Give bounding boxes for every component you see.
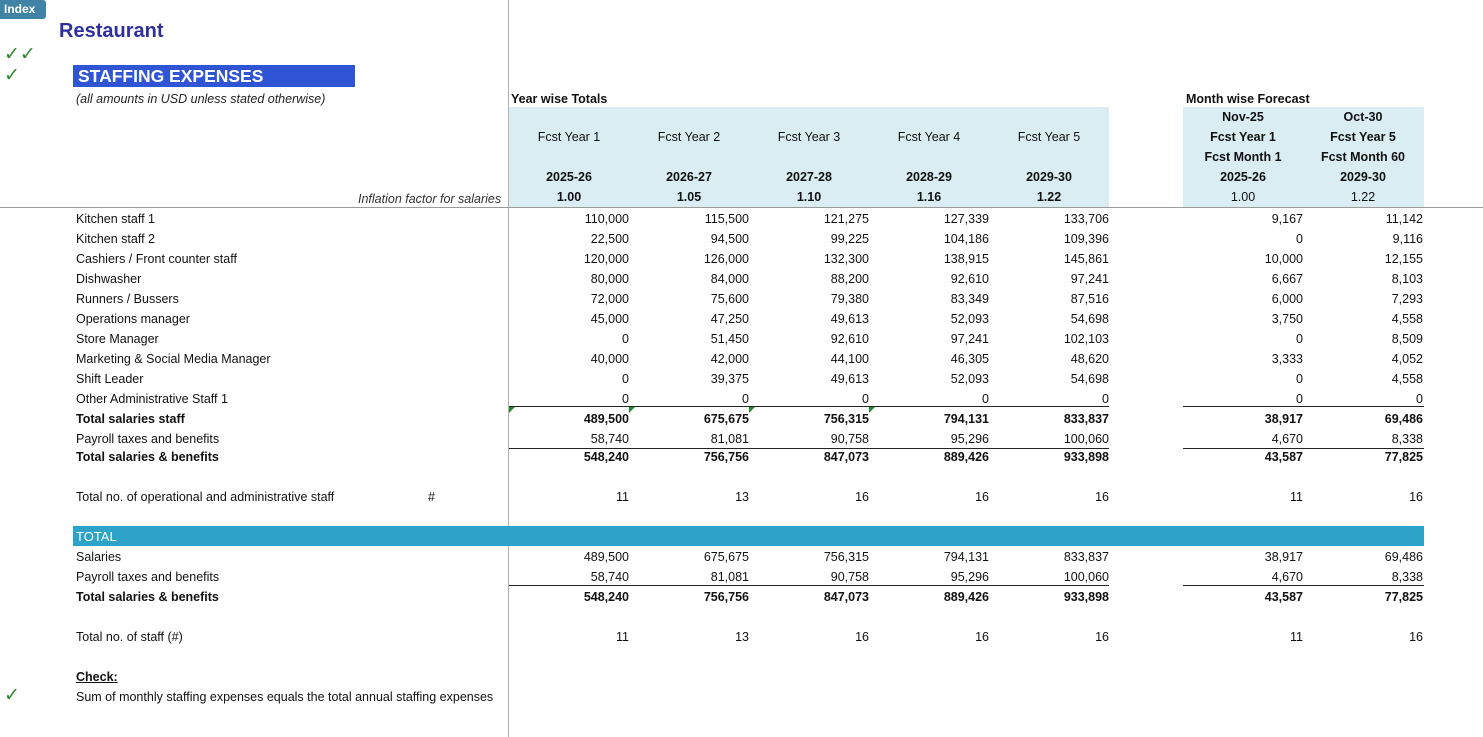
- value-cell[interactable]: 58,740: [590, 570, 629, 584]
- value-cell[interactable]: 933,898: [1063, 590, 1109, 604]
- month-col-year: Fcst Year 1: [1210, 130, 1276, 144]
- value-cell[interactable]: 833,837: [1063, 550, 1109, 564]
- value-cell[interactable]: 22,500: [590, 232, 629, 246]
- value-cell[interactable]: 16: [1409, 630, 1423, 644]
- value-cell[interactable]: 8,338: [1391, 570, 1423, 584]
- subtotal-rule: [1183, 406, 1424, 407]
- value-cell[interactable]: 39,375: [710, 372, 749, 386]
- value-cell[interactable]: 9,167: [1271, 212, 1303, 226]
- value-cell[interactable]: 6,000: [1271, 292, 1303, 306]
- value-cell[interactable]: 9,116: [1392, 232, 1423, 246]
- year-col-inflation: 1.05: [676, 190, 702, 204]
- value-cell[interactable]: 97,241: [1070, 272, 1109, 286]
- value-cell[interactable]: 11: [616, 490, 629, 504]
- value-cell[interactable]: 133,706: [1063, 212, 1109, 226]
- value-cell[interactable]: 16: [975, 490, 989, 504]
- value-cell[interactable]: 889,426: [943, 590, 989, 604]
- year-col-period: 2029-30: [1026, 170, 1072, 184]
- value-cell[interactable]: 42,000: [710, 352, 749, 366]
- value-cell[interactable]: 794,131: [943, 550, 989, 564]
- inflation-label: Inflation factor for salaries: [358, 192, 502, 206]
- value-cell[interactable]: 4,558: [1391, 312, 1423, 326]
- value-cell[interactable]: 0: [982, 392, 989, 406]
- value-cell[interactable]: 675,675: [703, 550, 749, 564]
- row-label: Marketing & Social Media Manager: [76, 352, 271, 366]
- value-cell[interactable]: 132,300: [823, 252, 869, 266]
- value-cell[interactable]: 100,060: [1063, 432, 1109, 446]
- value-cell[interactable]: 675,675: [703, 412, 749, 426]
- value-cell[interactable]: 548,240: [583, 590, 629, 604]
- value-cell[interactable]: 889,426: [943, 450, 989, 464]
- total-salaries-label: Salaries: [76, 550, 122, 564]
- value-cell[interactable]: 46,305: [950, 352, 989, 366]
- total-salaries-staff-label: Total salaries staff: [76, 412, 185, 426]
- subtotal-rule: [509, 406, 1109, 407]
- value-cell[interactable]: 794,131: [943, 412, 989, 426]
- value-cell[interactable]: 49,613: [830, 312, 869, 326]
- total-rule: [509, 585, 1109, 586]
- value-cell[interactable]: 756,756: [703, 450, 749, 464]
- value-cell[interactable]: 54,698: [1070, 372, 1109, 386]
- year-col-inflation: 1.00: [556, 190, 582, 204]
- value-cell[interactable]: 8,509: [1391, 332, 1423, 346]
- value-cell[interactable]: 38,917: [1264, 550, 1303, 564]
- year-col-name: Fcst Year 4: [897, 130, 961, 144]
- value-cell[interactable]: 847,073: [823, 590, 869, 604]
- value-cell[interactable]: 109,396: [1063, 232, 1109, 246]
- value-cell[interactable]: 0: [1102, 392, 1109, 406]
- year-col-period: 2027-28: [786, 170, 832, 184]
- cell-indicator-icon: [509, 407, 515, 413]
- month-col-year: Fcst Year 5: [1330, 130, 1396, 144]
- value-cell[interactable]: 51,450: [710, 332, 749, 346]
- value-cell[interactable]: 11: [1290, 630, 1303, 644]
- value-cell[interactable]: 90,758: [830, 432, 869, 446]
- value-cell[interactable]: 77,825: [1384, 590, 1423, 604]
- header-divider: [0, 207, 1483, 208]
- value-cell[interactable]: 756,756: [703, 590, 749, 604]
- year-col-period: 2028-29: [906, 170, 952, 184]
- value-cell[interactable]: 0: [862, 392, 869, 406]
- month-col-inflation: 1.00: [1230, 190, 1256, 204]
- year-col-period: 2025-26: [546, 170, 592, 184]
- value-cell[interactable]: 99,225: [830, 232, 869, 246]
- month-col-inflation: 1.22: [1350, 190, 1376, 204]
- value-cell[interactable]: 80,000: [590, 272, 629, 286]
- year-col-period: 2026-27: [666, 170, 712, 184]
- total-band: [73, 526, 1424, 546]
- value-cell[interactable]: 127,339: [943, 212, 989, 226]
- value-cell[interactable]: 145,861: [1063, 252, 1109, 266]
- value-cell[interactable]: 4,670: [1271, 432, 1303, 446]
- value-cell[interactable]: 16: [1095, 490, 1109, 504]
- value-cell[interactable]: 0: [742, 392, 749, 406]
- row-label: Dishwasher: [76, 272, 142, 286]
- value-cell[interactable]: 126,000: [703, 252, 749, 266]
- value-cell[interactable]: 4,670: [1271, 570, 1303, 584]
- value-cell[interactable]: 489,500: [583, 550, 629, 564]
- value-cell[interactable]: 104,186: [943, 232, 989, 246]
- value-cell[interactable]: 13: [735, 490, 749, 504]
- value-cell[interactable]: 12,155: [1384, 252, 1423, 266]
- month-col-monthno: Fcst Month 60: [1320, 150, 1406, 164]
- subtitle: (all amounts in USD unless stated otherwise): [76, 92, 326, 106]
- cell-indicator-icon: [749, 407, 755, 413]
- value-cell[interactable]: 548,240: [583, 450, 629, 464]
- value-cell[interactable]: 40,000: [590, 352, 629, 366]
- value-cell[interactable]: 7,293: [1391, 292, 1423, 306]
- value-cell[interactable]: 0: [622, 392, 629, 406]
- value-cell[interactable]: 87,516: [1070, 292, 1109, 306]
- year-col-inflation: 1.16: [916, 190, 942, 204]
- value-cell[interactable]: 0: [1296, 392, 1303, 406]
- month-col-month: Oct-30: [1343, 110, 1383, 124]
- value-cell[interactable]: 43,587: [1264, 450, 1303, 464]
- value-cell[interactable]: 100,060: [1063, 570, 1109, 584]
- value-cell[interactable]: 4,052: [1391, 352, 1423, 366]
- value-cell[interactable]: 138,915: [943, 252, 989, 266]
- value-cell[interactable]: 92,610: [950, 272, 989, 286]
- year-col-inflation: 1.10: [796, 190, 822, 204]
- cell-indicator-icon: [869, 407, 875, 413]
- value-cell[interactable]: 94,500: [710, 232, 749, 246]
- value-cell[interactable]: 69,486: [1384, 550, 1423, 564]
- value-cell[interactable]: 75,600: [710, 292, 749, 306]
- value-cell[interactable]: 11: [1290, 490, 1303, 504]
- total-total-sb-label: Total salaries & benefits: [76, 590, 219, 604]
- total-sb-label: Total salaries & benefits: [76, 450, 219, 464]
- value-cell[interactable]: 847,073: [823, 450, 869, 464]
- value-cell[interactable]: 81,081: [710, 432, 749, 446]
- value-cell[interactable]: 0: [1296, 332, 1303, 346]
- total-staff-label: Total no. of staff (#): [76, 630, 183, 644]
- value-cell[interactable]: 95,296: [950, 570, 989, 584]
- value-cell[interactable]: 38,917: [1264, 412, 1303, 426]
- value-cell[interactable]: 83,349: [950, 292, 989, 306]
- page-title: Restaurant: [59, 20, 164, 42]
- month-col-month: Nov-25: [1222, 110, 1264, 124]
- value-cell[interactable]: 54,698: [1070, 312, 1109, 326]
- value-cell[interactable]: 10,000: [1264, 252, 1303, 266]
- value-cell[interactable]: 43,587: [1264, 590, 1303, 604]
- value-cell[interactable]: 110,000: [584, 212, 629, 226]
- value-cell[interactable]: 49,613: [830, 372, 869, 386]
- value-cell[interactable]: 8,103: [1391, 272, 1423, 286]
- value-cell[interactable]: 4,558: [1391, 372, 1423, 386]
- value-cell[interactable]: 92,610: [830, 332, 869, 346]
- value-cell[interactable]: 0: [1296, 372, 1303, 386]
- value-cell[interactable]: 90,758: [830, 570, 869, 584]
- value-cell[interactable]: 16: [1095, 630, 1109, 644]
- total-rule: [1183, 448, 1424, 449]
- year-col-inflation: 1.22: [1036, 190, 1062, 204]
- total-band-label: TOTAL: [76, 529, 117, 544]
- value-cell[interactable]: 81,081: [710, 570, 749, 584]
- value-cell[interactable]: 69,486: [1384, 412, 1423, 426]
- row-label: Shift Leader: [76, 372, 144, 386]
- month-col-monthno: Fcst Month 1: [1204, 150, 1282, 164]
- row-label: Runners / Bussers: [76, 292, 179, 306]
- staff-count-label: Total no. of operational and administrative staff: [76, 490, 335, 504]
- total-rule: [1183, 585, 1424, 586]
- value-cell[interactable]: 0: [622, 332, 629, 346]
- row-label: Cashiers / Front counter staff: [76, 252, 237, 266]
- value-cell[interactable]: 48,620: [1070, 352, 1109, 366]
- check-status-icon: ✓: [4, 685, 20, 706]
- value-cell[interactable]: 16: [855, 490, 869, 504]
- row-label: Store Manager: [76, 332, 159, 346]
- cell-indicator-icon: [629, 407, 635, 413]
- month-col-period: 2029-30: [1340, 170, 1386, 184]
- value-cell[interactable]: 97,241: [950, 332, 989, 346]
- value-cell[interactable]: 95,296: [950, 432, 989, 446]
- value-cell[interactable]: 16: [855, 630, 869, 644]
- value-cell[interactable]: 72,000: [590, 292, 629, 306]
- value-cell[interactable]: 11: [616, 630, 629, 644]
- year-col-name: Fcst Year 5: [1017, 130, 1081, 144]
- year-col-name: Fcst Year 3: [777, 130, 841, 144]
- value-cell[interactable]: 121,275: [823, 212, 869, 226]
- check-text: Sum of monthly staffing expenses equals the total annual staffing expenses: [76, 690, 494, 704]
- value-cell[interactable]: 11,142: [1385, 212, 1423, 226]
- row-label: Kitchen staff 1: [76, 212, 155, 226]
- row-label: Operations manager: [76, 312, 190, 326]
- value-cell[interactable]: 84,000: [710, 272, 749, 286]
- value-cell[interactable]: 3,333: [1271, 352, 1303, 366]
- check-icon: ✓: [4, 65, 20, 86]
- value-cell[interactable]: 16: [975, 630, 989, 644]
- value-cell[interactable]: 45,000: [590, 312, 629, 326]
- total-rule: [509, 448, 1109, 449]
- staff-count-unit: #: [428, 490, 435, 504]
- column-divider: [508, 0, 509, 737]
- year-col-name: Fcst Year 2: [657, 130, 721, 144]
- index-button[interactable]: Index: [0, 0, 46, 19]
- value-cell[interactable]: 3,750: [1271, 312, 1303, 326]
- total-payroll-label: Payroll taxes and benefits: [76, 570, 220, 584]
- value-cell[interactable]: 16: [1409, 490, 1423, 504]
- value-cell[interactable]: 79,380: [830, 292, 869, 306]
- value-cell[interactable]: 833,837: [1063, 412, 1109, 426]
- month-section-heading: Month wise Forecast: [1186, 92, 1310, 106]
- value-cell[interactable]: 115,500: [704, 212, 749, 226]
- value-cell[interactable]: 0: [1296, 232, 1303, 246]
- value-cell[interactable]: 52,093: [950, 372, 989, 386]
- value-cell[interactable]: 120,000: [583, 252, 629, 266]
- year-section-heading: Year wise Totals: [511, 92, 608, 106]
- value-cell[interactable]: 102,103: [1063, 332, 1109, 346]
- value-cell[interactable]: 52,093: [950, 312, 989, 326]
- value-cell[interactable]: 489,500: [583, 412, 629, 426]
- value-cell[interactable]: 58,740: [590, 432, 629, 446]
- value-cell[interactable]: 8,338: [1391, 432, 1423, 446]
- check-heading: Check:: [76, 670, 118, 684]
- value-cell[interactable]: 77,825: [1384, 450, 1423, 464]
- value-cell[interactable]: 0: [1416, 392, 1423, 406]
- double-check-icon: ✓✓: [4, 44, 36, 65]
- value-cell[interactable]: 0: [622, 372, 629, 386]
- year-col-name: Fcst Year 1: [537, 130, 601, 144]
- value-cell[interactable]: 44,100: [830, 352, 869, 366]
- value-cell[interactable]: 6,667: [1271, 272, 1303, 286]
- value-cell[interactable]: 756,315: [823, 412, 869, 426]
- month-col-period: 2025-26: [1220, 170, 1266, 184]
- value-cell[interactable]: 933,898: [1063, 450, 1109, 464]
- payroll-label: Payroll taxes and benefits: [76, 432, 220, 446]
- row-label: Kitchen staff 2: [76, 232, 155, 246]
- value-cell[interactable]: 88,200: [830, 272, 869, 286]
- section-banner: STAFFING EXPENSES: [73, 65, 355, 87]
- value-cell[interactable]: 13: [735, 630, 749, 644]
- value-cell[interactable]: 756,315: [823, 550, 869, 564]
- value-cell[interactable]: 47,250: [710, 312, 749, 326]
- row-label: Other Administrative Staff 1: [76, 392, 228, 406]
